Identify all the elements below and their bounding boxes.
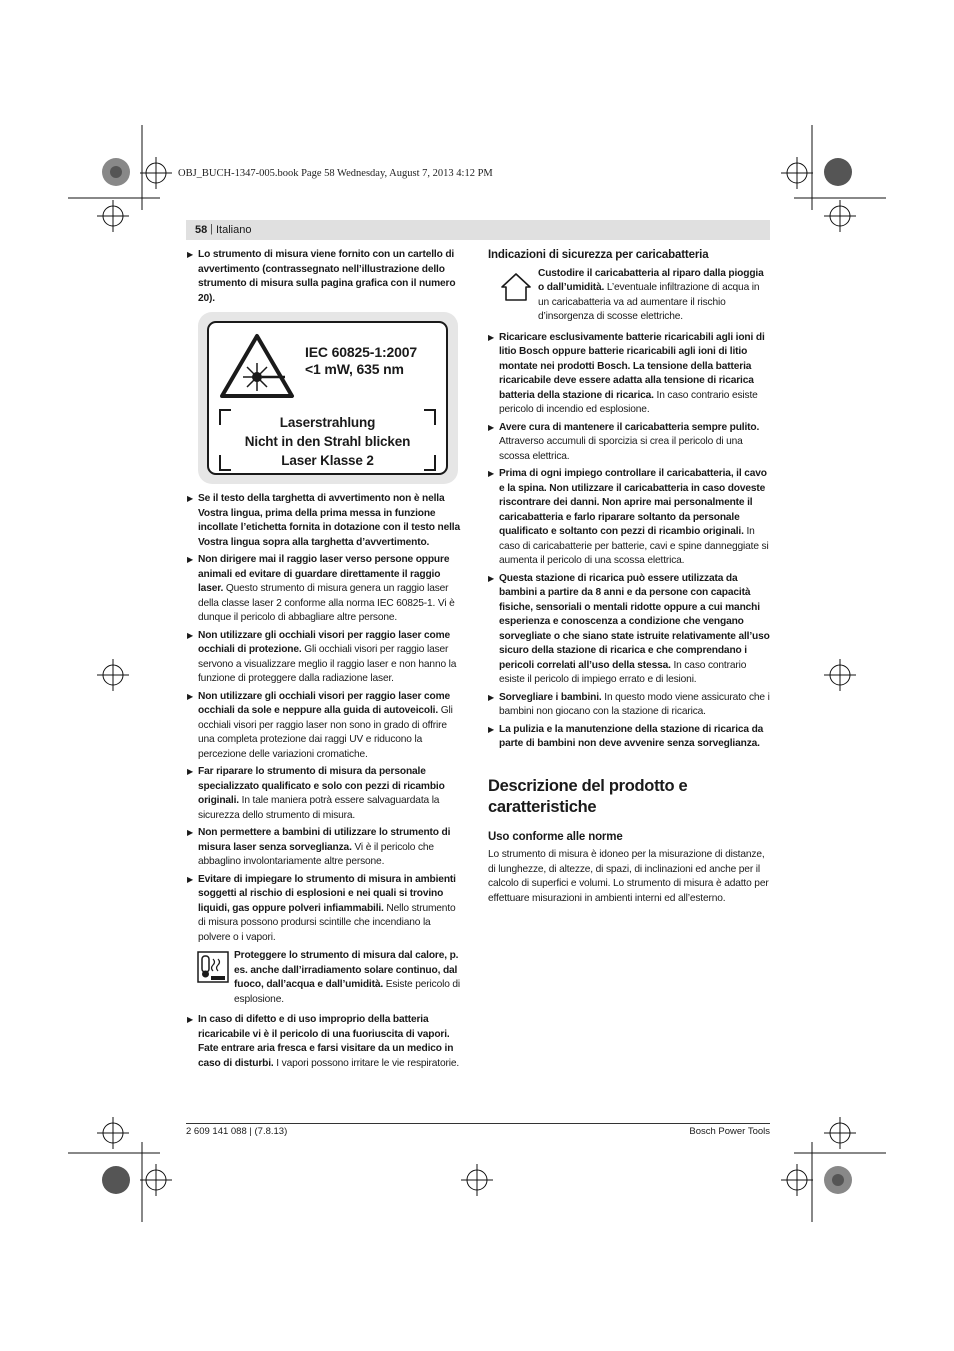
list-item: ▶ Non utilizzare gli occhiali visori per raggio laser come occhiali da sole e neppure alla guida di autoveicoli. Gli occhiali visori per raggio laser non sono in grado di offrire una completa protezione dai raggi UV e riducono la percezione delle variazioni cromatiche.	[187, 690, 453, 760]
list-item: ▶ Se il testo della targhetta di avvertimento non è nella Vostra lingua, prima della prima messa in funzione incollate l’etichetta fornita in dotazione con il testo nella Vostra lingua sopra alla targhetta d’avvertimento.	[187, 493, 460, 548]
list-item: ▶ Ricaricare esclusivamente batterie ricaricabili agli ioni di litio Bosch oppure batterie ricaricabili agli ioni di litio montate nei prodotti Bosch. La tensione della batteria ricaricabile deve essere adatta alla tensione di ricarica batteria della stazione di ricarica. In caso contrario esiste pericolo di incendio ed esplosione.	[488, 331, 765, 415]
body-paragraph: Lo strumento di misura è idoneo per la misurazione di distanze, di lunghezze, di altezze, di spazi, di inclinazioni ed anche per il calcolo di superfici e volumi. Lo strumento di misura è adatto per effettuare misurazioni in ambienti interni ed all’esterno.	[488, 849, 769, 904]
heat-warning: Proteggere lo strumento di misura dal calore, p. es. anche dall’irradiamento solare continuo, dal fuoco, dall’acqua e dall’umidità. Esiste pericolo di esplosione.	[187, 949, 465, 1007]
bullet-triangle-icon: ▶	[187, 1015, 194, 1024]
label-power: <1 mW, 635 nm	[305, 361, 404, 377]
bullet-triangle-icon: ▶	[187, 494, 194, 503]
bullet-triangle-icon: ▶	[488, 469, 495, 478]
list-item: ▶ Non utilizzare gli occhiali visori per raggio laser come occhiali di protezione. Gli occhiali visori per raggio laser servono a visualizzare meglio il raggio laser e non hanno la funzione di proteggere dalla radiazione laser.	[187, 629, 457, 684]
list-item: ▶ Non dirigere mai il raggio laser verso persone oppure animali ed evitare di guardare direttamente il raggio laser. Questo strumento di misura genera un raggio laser della classe laser 2 conforme alla norma IEC 60825-1. Vi è dunque il pericolo di abbagliare altre persone.	[187, 554, 455, 623]
label-line: Nicht in den Strahl blicken	[244, 434, 411, 449]
bullet-triangle-icon: ▶	[187, 250, 194, 259]
laser-hazard-icon	[219, 333, 295, 399]
page-header	[186, 220, 770, 240]
bullet-triangle-icon: ▶	[488, 573, 495, 583]
section-heading: Descrizione del prodotto e caratteristiche	[488, 776, 688, 816]
list-item: ▶ Avere cura di mantenere il caricabatteria sempre pulito. Attraverso accumuli di sporcizia si crea il pericolo di una scossa elettrica.	[488, 421, 760, 462]
laser-warning-label	[198, 312, 458, 484]
bullet-triangle-icon: ▶	[488, 692, 495, 702]
header-separator: |	[210, 223, 213, 235]
print-slug: OBJ_BUCH-1347-005.book Page 58 Wednesday, August 7, 2013 4:12 PM	[178, 168, 493, 179]
bullet-triangle-icon: ▶	[187, 691, 194, 701]
page-number: 58	[195, 224, 208, 236]
bullet-triangle-icon: ▶	[187, 767, 194, 776]
bullet-triangle-icon: ▶	[187, 555, 194, 564]
bullet-triangle-icon: ▶	[187, 630, 194, 640]
footer-brand: Bosch Power Tools	[689, 1126, 770, 1137]
label-line: Laserstrahlung	[279, 415, 376, 430]
header-language: Italiano	[216, 224, 252, 236]
left-column	[187, 248, 465, 1074]
list-item: ▶ La pulizia e la manutenzione della stazione di ricarica da parte di bambini non deve avvenire senza sorveglianza.	[488, 723, 764, 749]
list-item: ▶ Evitare di impiegare lo strumento di misura in ambienti soggetti al rischio di esplosioni e nei quali si trovino liquidi, gas oppure polveri infiammabili. Nello strumento di misura possono prodursi scintille che incendiano la polvere o i vapori.	[187, 873, 456, 943]
bullet-triangle-icon: ▶	[488, 332, 495, 342]
list-item: ▶ Far riparare lo strumento di misura da personale specializzato qualificato e solo con pezzi di ricambio originali. In tale maniera potrà essere salvaguardata la sicurezza dello strumento di misura.	[187, 766, 445, 821]
footer-rule	[186, 1123, 770, 1124]
bullet-triangle-icon: ▶	[187, 828, 194, 837]
label-standard: IEC 60825-1:2007	[305, 344, 418, 360]
moisture-warning: Custodire il caricabatteria al riparo dalla pioggia o dall’umidità. L’eventuale infiltrazione di acqua in un caricabatteria va ad aumentare il rischio d’insorgenza di scosse elettriche.	[488, 267, 770, 325]
subsection-heading: Uso conforme alle norme	[488, 830, 623, 843]
section-title: Indicazioni di sicurezza per caricabatteria	[488, 249, 709, 261]
bullet-triangle-icon: ▶	[488, 422, 495, 432]
house-icon	[500, 271, 532, 303]
list-item: ▶ Sorvegliare i bambini. In questo modo viene assicurato che i bambini non giocano con la stazione di ricarica.	[488, 691, 770, 717]
list-item: ▶ Questa stazione di ricarica può essere utilizzata da bambini a partire da 8 anni e da persone con capacità fisiche, sensoriali o mentali ridotte oppure a cui manchi esperienza e conoscenza a condizione che vengano sorvegliate o che siano state istruite relativamente all’uso sicuro della stazione di ricarica e che comprendano i pericoli correlati all’uso della stessa. In caso contrario esiste il pericolo di impiego errato e di lesioni.	[488, 572, 770, 685]
label-line: Laser Klasse 2	[281, 453, 374, 468]
list-item: ▶ Non permettere a bambini di utilizzare lo strumento di misura laser senza sorveglianza. Vi è il pericolo che abbaglino involontariamente altre persone.	[187, 827, 451, 867]
list-item: ▶ Prima di ogni impiego controllare il caricabatteria, il cavo e la spina. Non utilizzare il caricabatteria in caso doveste riscontrare dei danni. Non aprire mai personalmente il caricabatteria e farlo riparare soltanto da personale qualificato e soltanto con pezzi di ricambio originali. In caso di caricabatterie per batterie, cavi e spine danneggiate si aumenta il pericolo di una scossa elettrica.	[488, 468, 769, 566]
list-item: ▶ In caso di difetto e di uso improprio della batteria ricaricabile vi è il pericolo di una fuoriuscita di vapori. Fate entrare aria fresca e farsi visitare da un medico in caso di disturbi. I vapori possono irritare le vie respiratorie.	[187, 1014, 460, 1069]
footer-doc-number: 2 609 141 088 | (7.8.13)	[186, 1126, 288, 1137]
heat-protection-icon	[197, 951, 229, 983]
list-item: ▶ Lo strumento di misura viene fornito con un cartello di avvertimento (contrassegnato nell’illustrazione dello strumento di misura sulla pagina grafica con il numero 20).	[187, 249, 456, 304]
bullet-triangle-icon: ▶	[187, 874, 194, 884]
right-column	[488, 248, 770, 906]
bullet-triangle-icon: ▶	[488, 724, 495, 734]
